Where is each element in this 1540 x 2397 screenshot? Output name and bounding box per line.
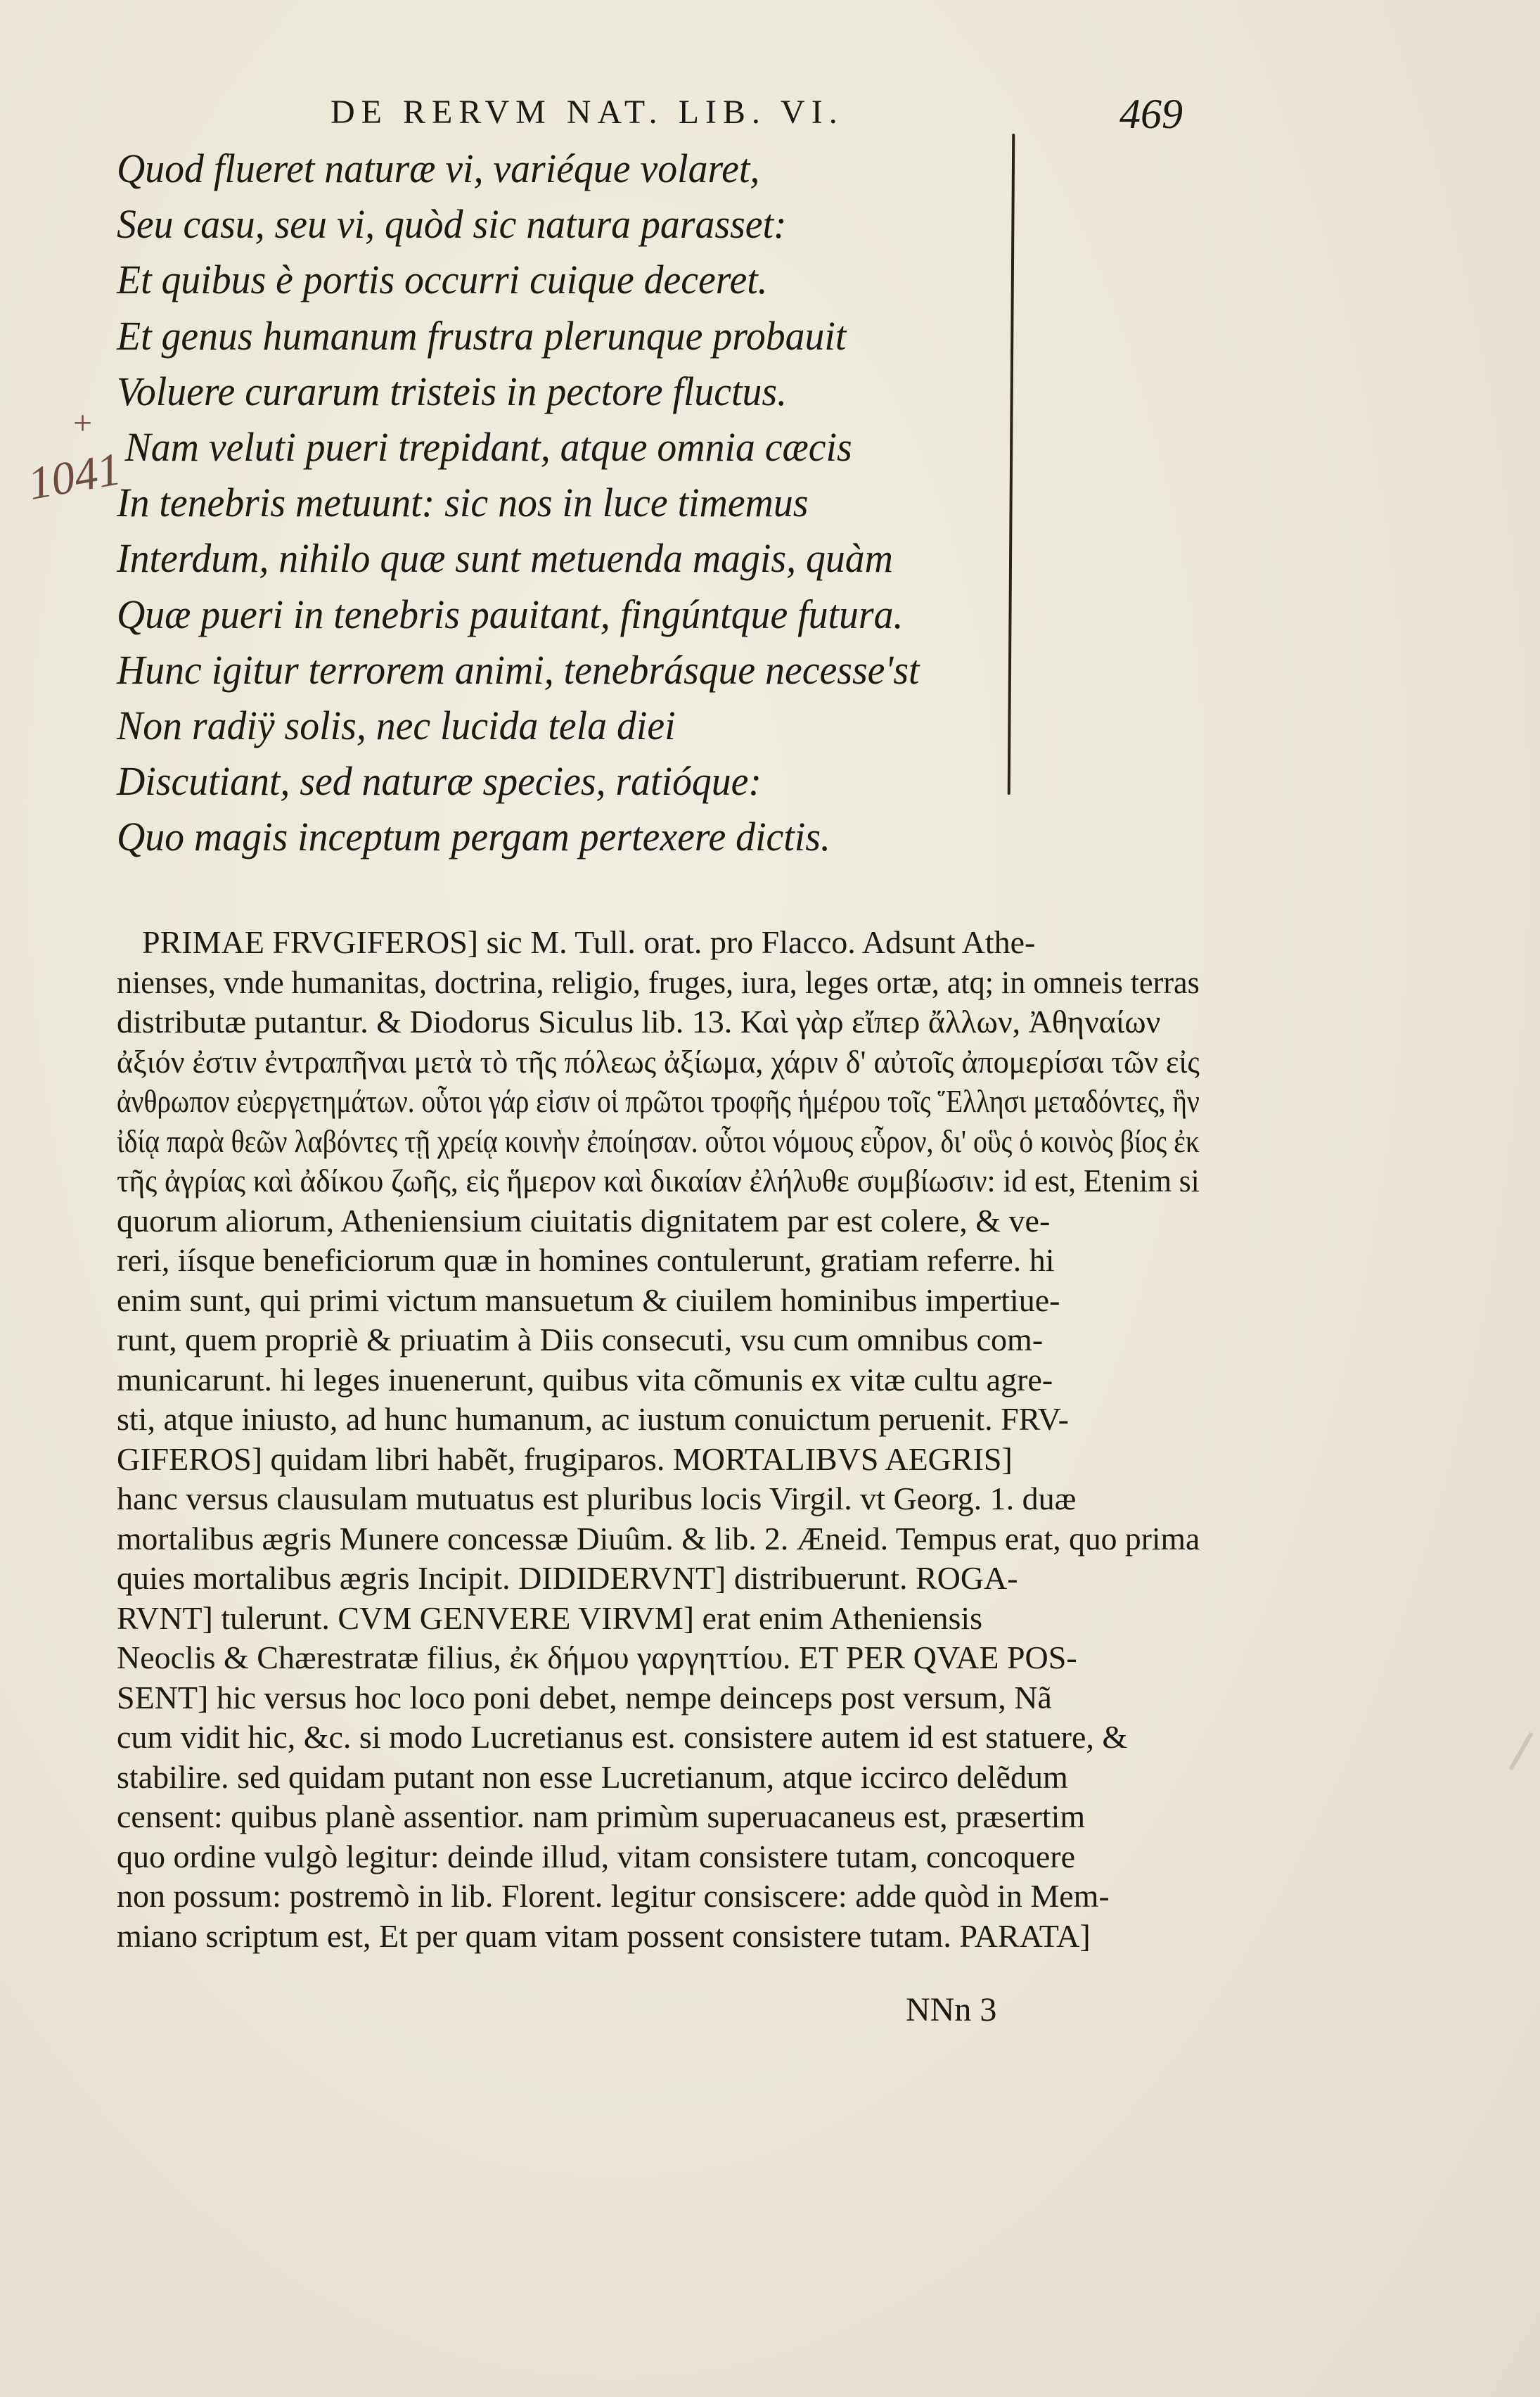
commentary-line: non possum: postremò in lib. Florent. legitur consiscere: adde quòd in Mem-: [117, 1878, 1110, 1914]
verse-block: [117, 141, 1031, 864]
commentary-line: miano scriptum est, Et per quam vitam possent consistere tutam. PARATA]: [117, 1917, 1091, 1954]
commentary-line: sti, atque iniusto, ad hunc humanum, ac iustum conuictum peruenit. FRV-: [117, 1401, 1069, 1437]
commentary-line: τῆς ἀγρίας καὶ ἀδίκου ζωῆς, εἰς ἥμερον καὶ δικαίαν ἐλήλυθε συμβίωσιν: id est, Etenim si: [117, 1163, 1200, 1198]
verse-line: In tenebris metuunt: sic nos in luce timemus: [117, 480, 809, 526]
verse-line: Quo magis inceptum pergam pertexere dictis.: [117, 814, 830, 860]
verse-line: Hunc igitur terrorem animi, tenebrásque necesse'st: [117, 646, 920, 693]
commentary-line: ἀξιόν ἐστιν ἐντραπῆναι μετὰ τὸ τῆς πόλεως ἀξίωμα, χάριν δ' αὐτοῖς ἀπομερίσαι τῶν εἰς: [117, 1043, 1200, 1080]
commentary-line: censent: quibus planè assentior. nam primùm superuacaneus est, præsertim: [117, 1798, 1086, 1834]
commentary-line: distributæ putantur. & Diodorus Siculus lib. 13. Καὶ γὰρ εἴπερ ἄλλων, Ἀθηναίων: [117, 1004, 1161, 1040]
verse-line: Interdum, nihilo quæ sunt metuenda magis, quàm: [117, 535, 893, 582]
commentary-line: quo ordine vulgò legitur: deinde illud, vitam consistere tutam, concoquere: [117, 1838, 1076, 1874]
paper-mark: [1508, 1732, 1533, 1771]
commentary-line: stabilire. sed quidam putant non esse Lucretianum, atque iccirco delẽdum: [117, 1758, 1068, 1795]
signature-mark: NNn 3: [906, 1991, 997, 2028]
verse-line: Seu casu, seu vi, quòd sic natura parasset:: [117, 201, 787, 248]
commentary-line: municarunt. hi leges inuenerunt, quibus vita cõmunis ex vitæ cultu agre-: [117, 1361, 1053, 1398]
verse-line: Et quibus è portis occurri cuique deceret.: [117, 257, 768, 303]
verse-line: Voluere curarum tristeis in pectore fluctus.: [117, 368, 788, 414]
commentary-line: ἰδίᾳ παρὰ θεῶν λαβόντες τῇ χρείᾳ κοινὴν ἐποίησαν. οὗτοι νόμους εὗρον, δι' οὓς ὁ κοινὸς βίος ἐκ: [117, 1123, 1200, 1159]
verse-line: Nam veluti pueri trepidant, atque omnia cæcis: [124, 423, 852, 470]
commentary-line: RVNT] tulerunt. CVM GENVERE VIRVM] erat enim Atheniensis: [117, 1599, 983, 1636]
commentary-line: PRIMAE FRVGIFEROS] sic M. Tull. orat. pro Flacco. Adsunt Athe-: [142, 924, 1036, 960]
commentary-line: quies mortalibus ægris Incipit. DIDIDERVNT] distribuerunt. ROGA-: [117, 1560, 1018, 1596]
running-title: DE RERVM NAT. LIB. VI.: [331, 94, 844, 131]
commentary-line: quorum aliorum, Atheniensium ciuitatis dignitatem par est colere, & ve-: [117, 1202, 1051, 1239]
verse-line: Quæ pueri in tenebris pauitant, fingúntque futura.: [117, 591, 904, 637]
commentary-line: reri, iísque beneficiorum quæ in homines contulerunt, gratiam referre. hi: [117, 1242, 1055, 1278]
verse-line: Discutiant, sed naturæ species, ratióque:: [117, 758, 762, 805]
commentary-line: Neoclis & Chærestratæ filius, ἐκ δήμου γαργηττίου. ET PER QVAE POS-: [117, 1639, 1077, 1675]
commentary-line: GIFEROS] quidam libri habẽt, frugiparos. MORTALIBVS AEGRIS]: [117, 1440, 1013, 1477]
margin-plus-mark: +: [73, 404, 93, 442]
verse-line: Non radiÿ solis, nec lucida tela diei: [117, 702, 676, 748]
commentary-line: SENT] hic versus hoc loco poni debet, nempe deinceps post versum, Nã: [117, 1679, 1052, 1715]
handwritten-line-number: 1041: [24, 443, 125, 510]
verse-line: Quod flueret naturæ vi, variéque volaret,: [117, 146, 760, 191]
commentary-line: ἀνθρωπον εὐεργετημάτων. οὗτοι γάρ εἰσιν οἱ πρῶτοι τροφῆς ἡμέρου τοῖς Ἕλλησι μεταδόντες, ἣν: [117, 1083, 1200, 1119]
page-number: 469: [1119, 91, 1183, 137]
commentary-line: mortalibus ægris Munere concessæ Diuûm. & lib. 2. Æneid. Tempus erat, quo prima: [117, 1520, 1200, 1557]
commentary-line: nienses, vnde humanitas, doctrina, religio, fruges, iura, leges ortæ, atq; in omneis terras: [117, 964, 1200, 1000]
commentary-block: [117, 923, 1200, 1956]
commentary-line: cum vidit hic, &c. si modo Lucretianus est. consistere autem id est statuere, &: [117, 1719, 1128, 1755]
commentary-line: enim sunt, qui primi victum mansuetum & ciuilem hominibus impertiue-: [117, 1281, 1060, 1318]
commentary-line: hanc versus clausulam mutuatus est pluribus locis Virgil. vt Georg. 1. duæ: [117, 1481, 1077, 1516]
verse-line: Et genus humanum frustra plerunque probauit: [117, 312, 847, 359]
commentary-line: runt, quem propriè & priuatim à Diis consecuti, vsu cum omnibus com-: [117, 1322, 1044, 1357]
